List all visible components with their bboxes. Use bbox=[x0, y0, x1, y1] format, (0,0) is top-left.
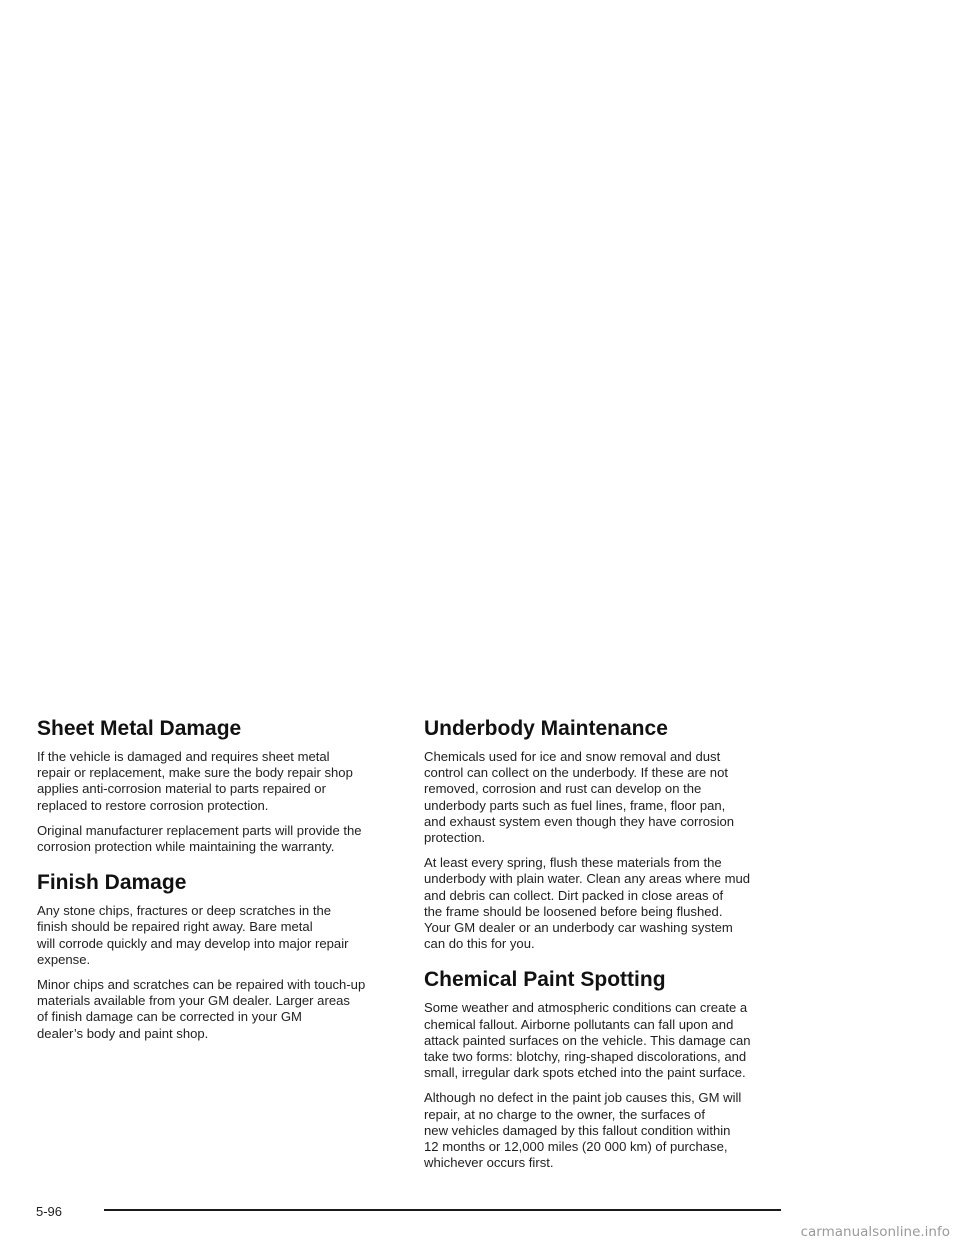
footer-rule bbox=[104, 1209, 781, 1211]
section-chemical-paint-spotting bbox=[424, 965, 792, 1171]
page-number: 5-96 bbox=[36, 1204, 63, 1219]
paragraph: At least every spring, flush these materials from the underbody with plain water. Clean any areas where mud and debris can collect. Dirt packed in close areas of the frame should be loosened before being flushed. Your GM dealer or an underbody car washing system can do this for you. bbox=[424, 855, 751, 952]
right-column bbox=[424, 714, 792, 1180]
section-heading: Finish Damage bbox=[37, 871, 187, 895]
paragraph: Although no defect in the paint job causes this, GM will repair, at no charge to the owner, the surfaces of new vehicles damaged by this fallout condition within 12 months or 12,000 miles (20 000 km) of purchase, whichever occurs first. bbox=[424, 1090, 742, 1171]
paragraph: Any stone chips, fractures or deep scratches in the finish should be repaired right away. Bare metal will corrode quickly and may develop into major repair expense. bbox=[37, 903, 349, 967]
section-finish-damage bbox=[37, 868, 395, 1042]
left-column bbox=[37, 714, 395, 1051]
paragraph: Some weather and atmospheric conditions can create a chemical fallout. Airborne pollutants can fall upon and attack painted surfaces on the vehicle. This damage can take two forms: blotchy, ring-shaped discolorations, and small, irregular dark spots etched into the paint surface. bbox=[424, 1000, 751, 1081]
section-heading: Chemical Paint Spotting bbox=[424, 968, 666, 992]
paragraph: Minor chips and scratches can be repaired with touch-up materials available from your GM dealer. Larger areas of finish damage can be corrected in your GM dealer’s body and paint shop. bbox=[37, 977, 366, 1041]
paragraph: Chemicals used for ice and snow removal and dust control can collect on the underbody. If these are not removed, corrosion and rust can develop on the underbody parts such as fuel lines, frame, floor pan, and exhaust system even though they have corrosion protection. bbox=[424, 749, 735, 846]
section-sheet-metal-damage bbox=[37, 714, 395, 855]
section-heading: Underbody Maintenance bbox=[424, 717, 668, 740]
section-underbody-maintenance bbox=[424, 714, 792, 952]
watermark-text[interactable]: carmanualsonline.info bbox=[800, 1224, 950, 1240]
paragraph: Original manufacturer replacement parts will provide the corrosion protection while maintaining the warranty. bbox=[37, 822, 362, 855]
paragraph: If the vehicle is damaged and requires sheet metal repair or replacement, make sure the body repair shop applies anti-corrosion material to parts repaired or replaced to restore corrosion protection. bbox=[37, 749, 353, 813]
section-heading: Sheet Metal Damage bbox=[37, 717, 242, 740]
